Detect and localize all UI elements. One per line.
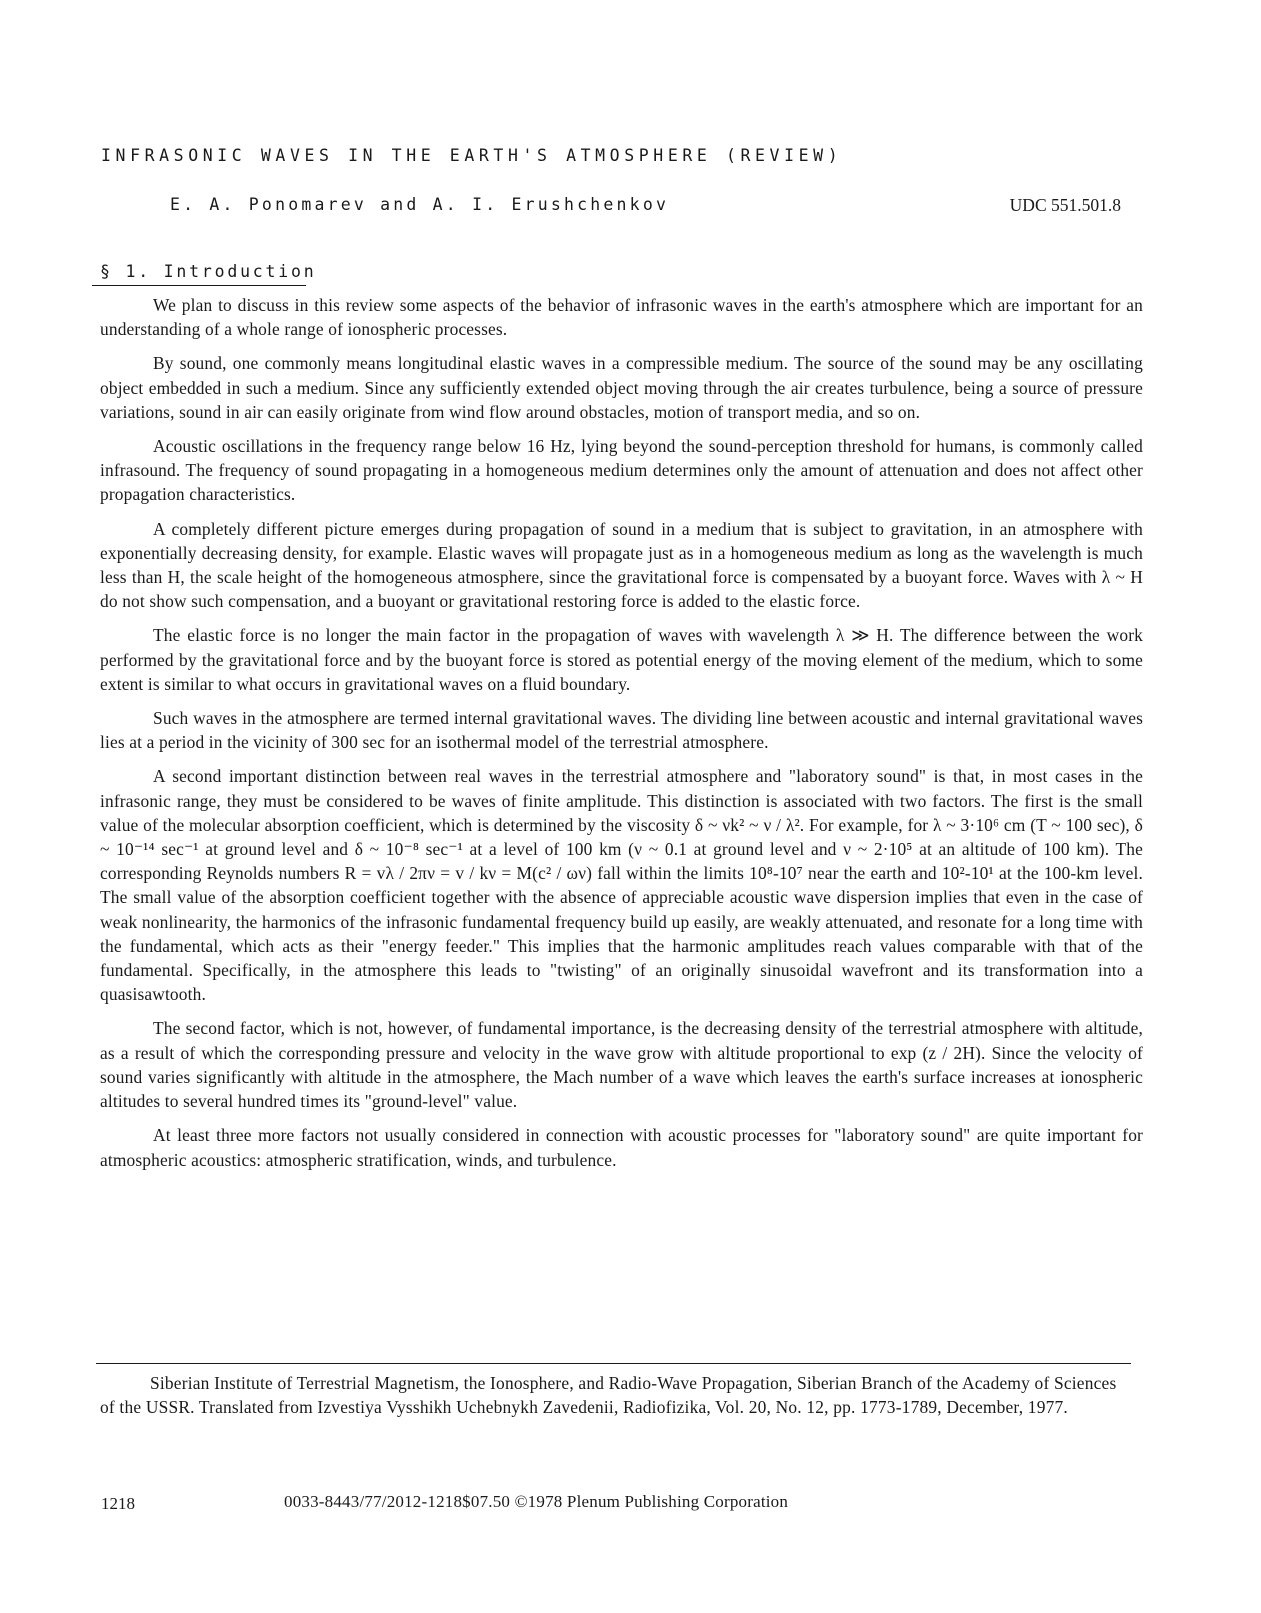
paragraph: A completely different picture emerges during propagation of sound in a medium that is subject to gravitation, in an atmosphere with exponentially decreasing density, for example. Elastic waves will propagate just as in a homogeneous medium as long as the wavelength is much less than H, the scale height of the homogeneous atmosphere, since the gravitational force is compensated by a buoyant force. Waves with λ ~ H do not show such compensation, and a buoyant or gravitational restoring force is added to the elastic force.: [100, 518, 1143, 612]
paragraph: We plan to discuss in this review some aspects of the behavior of infrasonic waves in the earth's atmosphere which are important for an understanding of a whole range of ionospheric processes.: [100, 295, 1143, 340]
article-title: INFRASONIC WAVES IN THE EARTH'S ATMOSPHERE (REVIEW): [101, 146, 843, 165]
article-body: [100, 293, 1143, 1182]
paragraph: Such waves in the atmosphere are termed internal gravitational waves. The dividing line between acoustic and internal gravitational waves lies at a period in the vicinity of 300 sec for an isothermal model of the terrestrial atmosphere.: [100, 708, 1143, 753]
udc-code: UDC 551.501.8: [1009, 195, 1121, 215]
paragraph: Acoustic oscillations in the frequency range below 16 Hz, lying beyond the sound-perception threshold for humans, is commonly called infrasound. The frequency of sound propagating in a homogeneous medium determines only the amount of attenuation and does not affect other propagation characteristics.: [100, 436, 1143, 505]
affiliation-footnote: Siberian Institute of Terrestrial Magnetism, the Ionosphere, and Radio-Wave Propagation, Siberian Branch of the Academy of Sciences of the USSR. Translated from Izvestiya Vysshikh Uchebnykh Zavedenii, Radiofizika, Vol. 20, No. 12, pp. 1773-1789, December, 1977.: [100, 1373, 1117, 1417]
paragraph: The second factor, which is not, however, of fundamental importance, is the decreasing density of the terrestrial atmosphere with altitude, as a result of which the corresponding pressure and velocity in the wave grow with altitude proportional to exp (z / 2H). Since the velocity of sound varies significantly with altitude in the atmosphere, the Mach number of a wave which leaves the earth's surface increases at ionospheric altitudes to several hundred times its "ground-level" value.: [100, 1018, 1143, 1112]
article-authors: E. A. Ponomarev and A. I. Erushchenkov: [170, 195, 670, 214]
paragraph: A second important distinction between real waves in the terrestrial atmosphere and "laboratory sound" is that, in most cases in the infrasonic range, they must be considered to be waves of finite amplitude. This distinction is associated with two factors. The first is the small value of the molecular absorption coefficient, which is determined by the viscosity δ ~ νk² ~ ν / λ². For example, for λ ~ 3·10⁶ cm (T ~ 100 sec), δ ~ 10⁻¹⁴ sec⁻¹ at ground level and δ ~ 10⁻⁸ sec⁻¹ at a level of 100 km (ν ~ 0.1 at ground level and ν ~ 2·10⁵ at an altitude of 100 km). The corresponding Reynolds numbers R = vλ / 2πν = v / kν = M(c² / ων) fall within the limits 10⁸-10⁷ near the earth and 10²-10¹ at the 100-km level. The small value of the absorption coefficient together with the absence of appreciable acoustic wave dispersion implies that even in the case of weak nonlinearity, the harmonics of the infrasonic fundamental frequency build up easily, are weakly attenuated, and resonate for a long time with the fundamental, which acts as their "energy feeder." This implies that the harmonic amplitudes reach values comparable with that of the fundamental. Specifically, in the atmosphere this leads to "twisting" of an originally sinusoidal wavefront and its transformation into a quasisawtooth.: [100, 766, 1143, 1005]
page-number: 1218: [101, 1494, 135, 1513]
paragraph: At least three more factors not usually considered in connection with acoustic processes for "laboratory sound" are quite important for atmospheric acoustics: atmospheric stratification, winds, and turbulence.: [100, 1125, 1143, 1170]
section-heading: § 1. Introduction: [100, 262, 317, 281]
footnote-divider: [96, 1363, 1131, 1364]
copyright-line: 0033-8443/77/2012-1218$07.50 ©1978 Plenum Publishing Corporation: [284, 1492, 789, 1511]
paragraph: By sound, one commonly means longitudinal elastic waves in a compressible medium. The source of the sound may be any oscillating object embedded in such a medium. Since any sufficiently extended object moving through the air creates turbulence, being a source of pressure variations, sound in air can easily originate from wind flow around obstacles, motion of transport media, and so on.: [100, 353, 1143, 422]
section-underline: [92, 285, 306, 286]
paragraph: The elastic force is no longer the main factor in the propagation of waves with wavelength λ ≫ H. The difference between the work performed by the gravitational force and by the buoyant force is stored as potential energy of the moving element of the medium, which to some extent is similar to what occurs in gravitational waves on a fluid boundary.: [100, 625, 1143, 694]
